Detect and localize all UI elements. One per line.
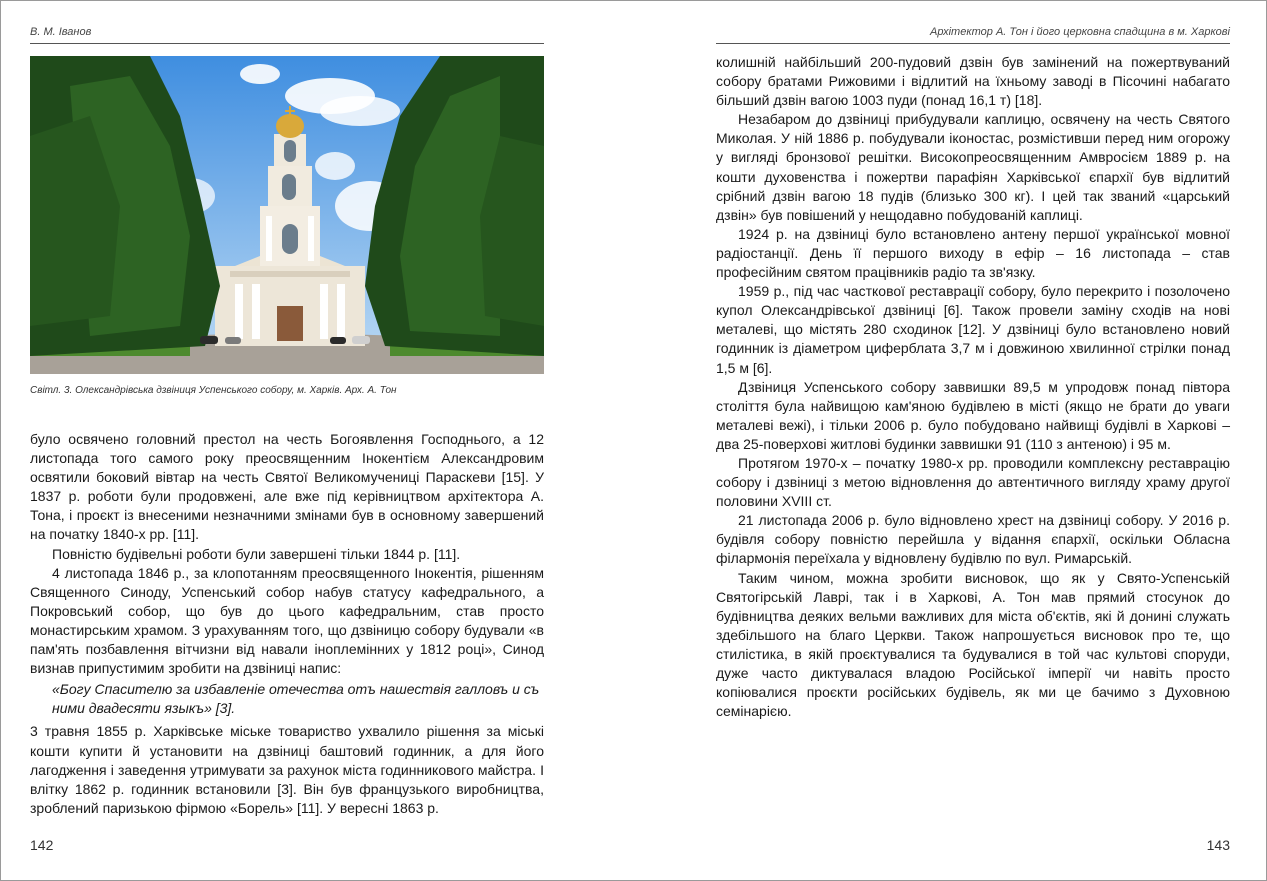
paragraph: було освячено головний престол на честь Богоявлення Господнього, а 12 листопада того самого року преосвященним Інокентієм Александровим освятили боковий вівтар на честь Святої Великомучениці Параскеви [15]. У 1837 р. роботи були продовжені, але вже під керівництвом архітектора А. Тона, і проєкт із внесеними незначними змінами був в основному завершений на початку 1840-х рр. [11]. <box>30 431 544 543</box>
paragraph: 21 листопада 2006 р. було відновлено хрест на дзвіниці собору. У 2016 р. будівля собору повністю перейшла у відання єпархії, оскільки Обласна філармонія переїхала у відновлену будівлю по вул. Римарській. <box>716 512 1230 567</box>
paragraph: Дзвіниця Успенського собору заввишки 89,5 м упродовж понад півтора століття була найвищою кам'яною будівлею в місті (якщо не брати до уваги металеві вежі), і тільки 2006 р. було побудовано найвищі будівлі в Харкові – два 25-поверхові житлові будинки заввишки 91 (110 з антеною) і 95 м. <box>716 378 1230 452</box>
paragraph: 1924 р. на дзвіниці було встановлено антену першої української мовної радіостанції. День її першого виходу в ефір – 16 листопада – став професійним святом працівників радіо та зв'язку. <box>716 225 1230 281</box>
inscription-quote: «Богу Спасителю за избавленіе отечества отъ нашествія галловъ и съ ними двадесяти языкъ» [3]. <box>52 681 540 717</box>
page-number: 142 <box>30 837 54 853</box>
page-number: 143 <box>1206 837 1230 853</box>
paragraph: Протягом 1970-х – початку 1980-х рр. проводили комплексну реставрацію собору і дзвіниці з метою відновлення до автентичного вигляду храму другої половини XVIII ст. <box>716 454 1230 510</box>
left-body-text <box>30 430 544 818</box>
paragraph: Незабаром до дзвіниці прибудували каплицю, освячену на честь Святого Миколая. У ній 1886 р. побудували іконостас, розмістивши перед ним огорожу у вигляді бронзової решітки. Високопреосвященним Амвросієм 1889 р. на кошти духовенства і пожертви парафіян Харківської єпархії був відлитий срібний дзвін вагою 18 пудів (близько 300 кг). І цей так званий «царський дзвін» був повішений у нещодавно побудованій каплиці. <box>716 111 1230 223</box>
paragraph: 4 листопада 1846 р., за клопотанням преосвященного Інокентія, рішенням Священного Синоду, Успенський собор набув статусу кафедрального, а Покровський собор, що був до цього кафедральним, став просто монастирським храмом. З урахуванням того, що дзвіницю собору будували «в пам'ять позбавлення вітчизни від навали іноплемінних у 1812 році», Синод визнав припустимим зробити на дзвіниці напис: <box>30 564 544 677</box>
bell-tower-photo <box>30 56 544 374</box>
header-rule <box>716 43 1230 44</box>
running-head-title: Архітектор А. Тон і його церковна спадщина в м. Харкові <box>930 26 1230 38</box>
left-page <box>30 0 544 881</box>
right-page <box>716 0 1230 881</box>
paragraph: колишній найбільший 200-пудовий дзвін був замінений на пожертвуваний собору братами Рижовими і відлитий на їхньому заводі в Пісочині набагато більший дзвін вагою 1003 пуди (понад 16,1 т) [18]. <box>716 54 1230 109</box>
figure-caption: Світл. 3. Олександрівська дзвіниця Успенського собору, м. Харків. Арх. А. Тон <box>30 385 397 396</box>
paragraph: Таким чином, можна зробити висновок, що як у Свято-Успенській Святогірській Лаврі, так і в Харкові, А. Тон мав прямий стосунок до будівництва деяких вельми важливих для міста об'єктів, які й донині служать здебільшого на благо Церкви. Також напрошується висновок про те, що стилістика, в якій проєктувалися та будувалися в той час культові споруди, дуже часто диктувалася владою Російської імперії чи навіть просто копіювалися проєкти російських будівель, як ми це бачимо з Духовною семінарією. <box>716 569 1230 720</box>
paragraph: Повністю будівельні роботи були завершені тільки 1844 р. [11]. <box>52 545 461 562</box>
running-head-author: В. М. Іванов <box>30 26 92 38</box>
paragraph: 1959 р., під час часткової реставрації собору, було перекрито і позолочено купол Олександрівської дзвіниці [6]. Також провели заміну сходів на нові металеві, що містять 280 сходинок [12]. У дзвіниці було встановлено новий годинник із діаметром циферблата 3,7 м і довжиною хвилинної стрілки понад 1,5 м [6]. <box>716 283 1230 376</box>
right-body-text <box>716 53 1230 721</box>
paragraph: 3 травня 1855 р. Харківське міське товариство ухвалило рішення за міські кошти купити й установити на дзвіниці баштовий годинник, а для його лагодження і заведення утримувати за рахунок міста годинникового майстра. І влітку 1862 р. годинник встановили [3]. Він був французького виробництва, зроблений паризькою фірмою «Борель» [11]. У вересні 1863 р. <box>30 723 544 816</box>
header-rule <box>30 43 544 44</box>
